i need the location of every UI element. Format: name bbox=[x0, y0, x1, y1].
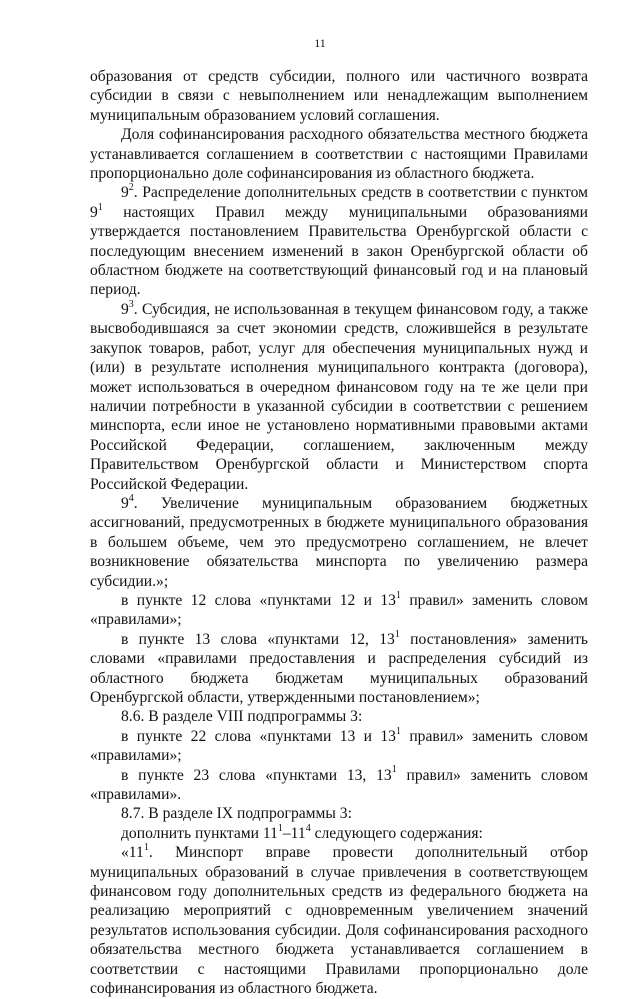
paragraph-text: . Минспорт вправе провести дополнительный отбор муниципальных образований в случае привлечения в соответствующем финансовом году дополнительных средств из федерального бюджета на реализацию мероприятий с одновременным увеличением значений результатов использования субсидии. Доля софинансирования расходного обязательства местного бюджета устанавливается соглашением в соответствии с настоящими Правилами пропорционально доле софинансирования из областного бюджета. bbox=[90, 844, 588, 998]
paragraph bbox=[90, 591, 588, 630]
paragraph-text: дополнить пунктами 11 bbox=[121, 824, 278, 842]
paragraph-text: образования от средств субсидии, полного или частичного возврата субсидии в связи с невыполнением или ненадлежащим выполнением муниципальным образованием условий соглашения. bbox=[90, 68, 588, 124]
superscript: 1 bbox=[143, 842, 149, 854]
paragraph bbox=[90, 766, 588, 805]
paragraph-text: постановления» заменить словами «правилами предоставления и распределения субсидий из областного бюджета бюджетам муниципальных образований Оренбургской области, утвержденными постановлением»; bbox=[90, 630, 588, 706]
paragraph-text: в пункте 12 слова «пунктами 12 и 13 bbox=[121, 591, 396, 609]
paragraph-text: Доля софинансирования расходного обязательства местного бюджета устанавливается соглашением в соответствии с настоящими Правилами пропорционально доле софинансирования из областного бюджета. bbox=[90, 126, 588, 183]
paragraph bbox=[90, 125, 588, 183]
superscript: 1 bbox=[391, 764, 397, 776]
paragraph-text: правил» заменить словом «правилами»; bbox=[90, 591, 589, 629]
paragraph-text: правил» заменить словом «правилами»; bbox=[90, 727, 589, 765]
paragraph bbox=[90, 494, 588, 591]
superscript: 4 bbox=[128, 492, 134, 504]
paragraph-text: следующего содержания: bbox=[310, 824, 483, 842]
superscript: 1 bbox=[395, 589, 401, 601]
paragraph bbox=[90, 183, 588, 299]
page-number: 11 bbox=[314, 36, 326, 50]
paragraph-text: . Увеличение муниципальным образованием бюджетных ассигнований, предусмотренных в бюджете муниципального образования в большем объеме, чем это предусмотрено соглашением, не влечет возникновение обязательства минспорта по увеличению размера субсидии.»; bbox=[90, 494, 588, 590]
paragraph-text: 8.7. В разделе IX подпрограммы 3: bbox=[121, 805, 352, 823]
paragraph bbox=[90, 843, 588, 998]
superscript: 1 bbox=[97, 201, 103, 213]
paragraph-text: . Субсидия, не использованная в текущем финансовом году, а также высвободившаяся за счет экономии средств, сложившейся в результате закупок товаров, работ, услуг для обеспечения муниципальных нужд и (или) в результате исполнения муниципального контракта (договора), может использоваться в очередном финансовом году на те же цели при наличии потребности в указанной субсидии в соответствии с решением минспорта, если иное не установлено нормативными правовыми актами Российской Федерации, соглашением, заключенным между Правительством Оренбургской области и Министерством спорта Российской Федерации. bbox=[90, 300, 588, 493]
superscript: 1 bbox=[395, 725, 401, 737]
paragraph-text: правил» заменить словом «правилами». bbox=[90, 766, 589, 804]
paragraph bbox=[90, 804, 588, 823]
paragraph-text: в пункте 23 слова «пунктами 13, 13 bbox=[121, 766, 392, 784]
paragraph-text: 9 bbox=[121, 184, 129, 202]
paragraph-text: в пункте 13 слова «пунктами 12, 13 bbox=[121, 630, 395, 648]
paragraph-text: настоящих Правил между муниципальными образованиями утверждается постановлением Правительства Оренбургской области с последующим внесением изменений в закон Оренбургской области об областном бюджете на соответствующий финансовый год и на плановый период. bbox=[90, 203, 588, 299]
paragraph bbox=[90, 67, 588, 125]
paragraph bbox=[90, 824, 588, 843]
paragraph-text: 9 bbox=[121, 300, 129, 318]
paragraph bbox=[90, 707, 588, 726]
paragraph-text: . Распределение дополнительных средств в соответствии с пунктом 9 bbox=[90, 184, 588, 221]
superscript: 1 bbox=[277, 822, 283, 834]
superscript: 4 bbox=[305, 822, 311, 834]
paragraph bbox=[90, 300, 588, 494]
paragraph-text: «11 bbox=[121, 844, 144, 862]
paragraph-text: 9 bbox=[121, 494, 129, 512]
paragraph-text: 8.6. В разделе VIII подпрограммы 3: bbox=[121, 708, 363, 726]
paragraph-text: в пункте 22 слова «пунктами 13 и 13 bbox=[121, 727, 396, 745]
paragraph bbox=[90, 727, 588, 766]
superscript: 2 bbox=[128, 182, 134, 194]
paragraph-text: –11 bbox=[282, 824, 306, 842]
superscript: 1 bbox=[394, 628, 400, 640]
document-body bbox=[90, 67, 588, 999]
paragraph bbox=[90, 630, 588, 708]
superscript: 3 bbox=[128, 298, 134, 310]
